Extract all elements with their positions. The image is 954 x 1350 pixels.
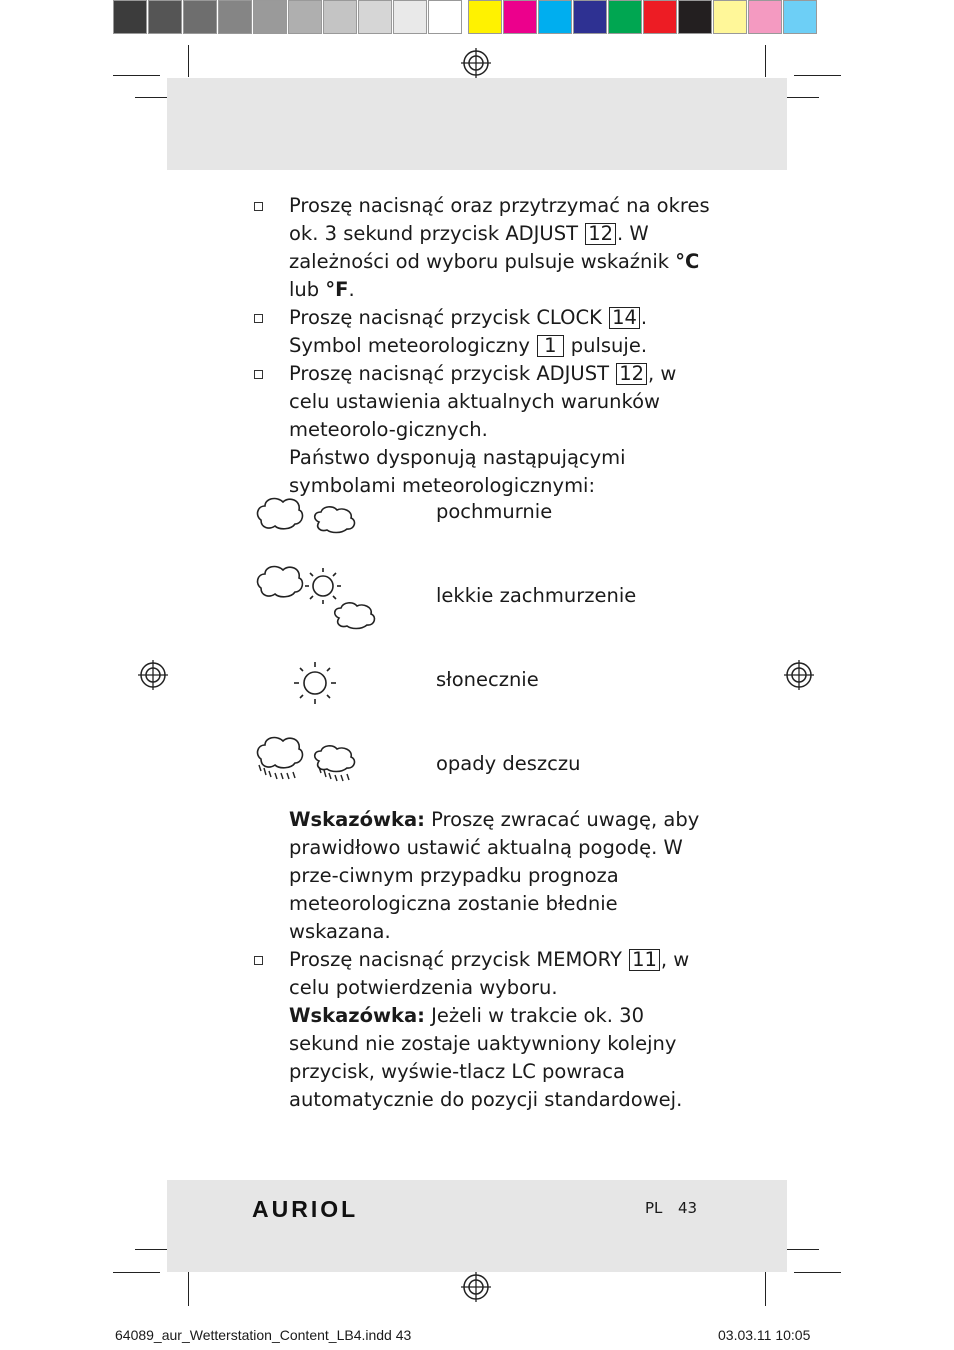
rain-icon: [255, 735, 365, 790]
crop-mark: [113, 1272, 160, 1273]
symbol-label: słonecznie: [436, 668, 539, 691]
instruction-step: [289, 304, 719, 360]
step-text: .: [348, 278, 355, 301]
page-number: 43: [678, 1199, 698, 1217]
step-text: Proszę nacisnąć oraz przytrzymać na okres ok. 3 sekund przycisk ADJUST: [289, 194, 710, 245]
registration-mark-icon: [461, 48, 491, 78]
step-text: lub: [289, 278, 326, 301]
header-panel: [167, 78, 787, 170]
ref-number: 1: [537, 335, 563, 357]
symbols-intro: Państwo dysponują nastąpującymi symbolami meteorologicznymi:: [289, 446, 626, 497]
symbol-row: [255, 490, 715, 560]
registration-mark-icon: [138, 660, 168, 690]
symbol-label: opady deszczu: [436, 752, 581, 775]
crop-mark: [188, 1268, 189, 1306]
color-swatch: [183, 0, 217, 34]
crop-mark: [787, 1249, 819, 1250]
symbol-row: [255, 655, 715, 725]
crop-mark: [794, 75, 841, 76]
checkbox-bullet-icon: [254, 202, 263, 211]
crop-mark: [188, 45, 189, 77]
color-swatch: [218, 0, 252, 34]
slug-datetime: 03.03.11 10:05: [718, 1327, 811, 1343]
crop-mark: [765, 45, 766, 77]
language-code: PL: [645, 1199, 663, 1217]
color-swatch: [323, 0, 357, 34]
note: [289, 1002, 719, 1114]
color-swatch: [538, 0, 572, 34]
color-swatch: [713, 0, 747, 34]
step-text: Proszę nacisnąć przycisk MEMORY: [289, 948, 629, 971]
instruction-step: [289, 946, 719, 1002]
symbol-row: [255, 560, 715, 630]
color-swatch: [783, 0, 817, 34]
step-text: Proszę nacisnąć przycisk CLOCK: [289, 306, 609, 329]
color-swatch: [748, 0, 782, 34]
cloudy-icon: [255, 492, 365, 538]
symbol-row: [255, 735, 715, 805]
color-swatch: [678, 0, 712, 34]
symbol-label: lekkie zachmurzenie: [436, 584, 637, 607]
color-swatch: [643, 0, 677, 34]
step-text: , w celu ustawienia aktualnych warunków meteorolo-gicznych.: [289, 362, 677, 441]
brand-logo: AURIOL: [252, 1196, 359, 1222]
footer-panel: [167, 1180, 787, 1272]
checkbox-bullet-icon: [254, 370, 263, 379]
color-swatch: [573, 0, 607, 34]
step-text: . W zależności od wyboru pulsuje wskaźnik: [289, 222, 676, 273]
registration-mark-icon: [461, 1272, 491, 1302]
crop-mark: [794, 1272, 841, 1273]
note-text: Jeżeli w trakcie ok. 30 sekund nie zostaje uaktywniony kolejny przycisk, wyświe-tlacz LC powraca automatycznie do pozycji standardowej.: [289, 1004, 683, 1111]
crop-mark: [787, 97, 819, 98]
note-heading: Wskazówka:: [289, 1004, 425, 1027]
color-swatch: [468, 0, 502, 34]
note-text: Proszę zwracać uwagę, aby prawidłowo ustawić aktualną pogodę. W prze-ciwnym przypadku prognoza meteorologiczna zostanie błednie wskazana.: [289, 808, 700, 943]
ref-number: 12: [616, 363, 647, 385]
crop-mark: [113, 75, 160, 76]
ref-number: 11: [629, 949, 660, 971]
color-swatch: [358, 0, 392, 34]
instruction-step: [289, 360, 719, 444]
step-text: Proszę nacisnąć przycisk ADJUST: [289, 362, 616, 385]
color-swatch: [428, 0, 462, 34]
crop-mark: [135, 97, 167, 98]
checkbox-bullet-icon: [254, 314, 263, 323]
color-swatch: [113, 0, 147, 34]
color-calibration-bar: [113, 0, 818, 38]
celsius-indicator: °C: [675, 250, 700, 273]
instruction-step: [289, 192, 719, 304]
color-swatch: [288, 0, 322, 34]
ref-number: 12: [585, 223, 616, 245]
step-text: , w celu potwierdzenia wyboru.: [289, 948, 690, 999]
color-swatch: [148, 0, 182, 34]
color-swatch: [393, 0, 427, 34]
step-text: pulsuje.: [564, 334, 648, 357]
instructions-block: [289, 192, 719, 500]
color-swatch: [253, 0, 287, 34]
notes-block: [289, 806, 719, 1114]
fahrenheit-indicator: °F: [325, 278, 349, 301]
step-text: . Symbol meteorologiczny: [289, 306, 648, 357]
crop-mark: [135, 1249, 167, 1250]
color-swatch: [503, 0, 537, 34]
registration-mark-icon: [784, 660, 814, 690]
partly-cloudy-icon: [255, 562, 380, 634]
crop-mark: [765, 1268, 766, 1306]
note: [289, 806, 719, 946]
note-heading: Wskazówka:: [289, 808, 425, 831]
checkbox-bullet-icon: [254, 956, 263, 965]
ref-number: 14: [609, 307, 640, 329]
sunny-icon: [291, 657, 339, 707]
color-swatch: [608, 0, 642, 34]
symbol-label: pochmurnie: [436, 500, 553, 523]
slug-filename: 64089_aur_Wetterstation_Content_LB4.indd 43: [115, 1327, 412, 1343]
